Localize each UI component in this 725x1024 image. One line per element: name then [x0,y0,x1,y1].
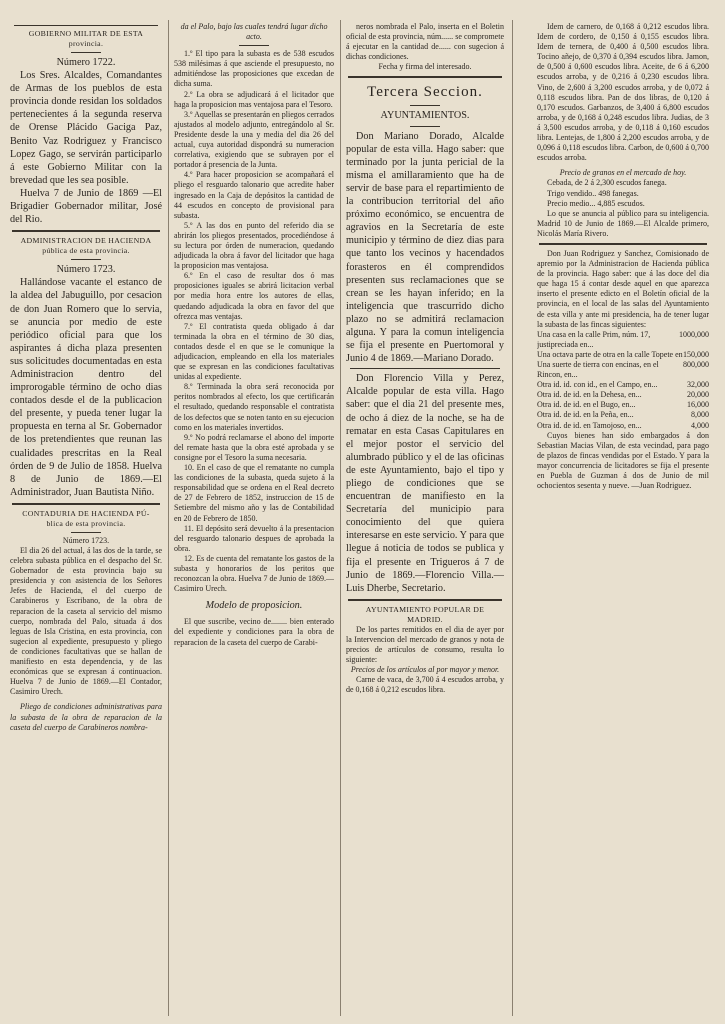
divider [350,368,500,369]
section-subheading: provincia. [68,39,104,48]
column-2 [174,22,334,648]
notice-body: Hallándose vacante el estanco de la aldea del Jabuguillo, por cesacion de don Juan Romero que lo servia, se anuncia por medio de este periódico oficial para que los aspirantes á dicha plaza presenten sus solicitudes documentadas en esta Administracion dentro del improrogable término de ocho dias contados desde el de la publicacion del presente, y pueda tener lugar la propuesta en terna al Sr. Gobernador de los pretendientes que reunan las cualidades prescritas en la Real órden de 9 de Julio de 1858. Huelva 8 de Junio de 1869.—El Administrador, Juan Bautista Niño. [10,277,162,498]
section-heading: ADMINISTRACION DE HACIENDA [20,236,152,246]
notice-number: Número 1722. [56,57,116,68]
property-description: Otra id. de id. en Tamojoso, en... [537,420,642,430]
section-heading: GOBIERNO MILITAR DE ESTA [28,29,144,38]
condition-item: 2.º La obra se adjudicará á el licitador que haga la proposicion mas ventajosa para el Tesoro. [174,89,334,109]
divider [539,243,707,245]
property-description: Una octava parte de otra en la calle Topete en [537,349,683,359]
property-description: Otra id. id. con id., en el Campo, en... [537,380,658,390]
divider [14,25,158,26]
property-value: 4,000 [691,420,709,430]
divider [348,599,502,601]
price-list: Idem de carnero, de 0,168 á 0,212 escudos libra. Idem de cordero, de 0,150 á 0,155 escudos libra. Idem de ternera, de 0,400 á 0,500 escudos libra. Tocino añejo, de 0,370 á 0,394 escudos libra. Jamon, de 0,500 á 0,600 escudos libra. Aceite, de 6 á 6,200 escudos arroba, y de 0,216 á 0,230 escudos libra. Vino, de 2,600 á 3,200 escudos arroba, y de 0,072 á 0,118 escudos libra. Pan de dos libras, de 0,120 á 0,170 escudos. Garbanzos, de 3,400 á 6,800 escudos arroba, y de 0,168 á 0,248 escudos libra. Judias, de 3 á 3,500 escudos arroba, y de 0,118 á 0,160 escudos libra. Lentejas, de 1,800 á 2,200 escudos arroba, y de 0,096 á 0,118 escudos libra. Carbon, de 0,600 á 0,700 escudos arroba. [537,22,709,163]
price-line: Precio medio... 4,885 escudos. [547,198,645,208]
condition-item: 10. En el caso de que el rematante no cumpla las condiciones de la subasta, queda sujeto á la responsabilidad que se ordena en el Real decreto de 27 de Febrero de 1852, instruccion de 15 de Setiembre del mismo año y las de Contabilidad en 20 de Febrero de 1850. [174,463,334,523]
column-rule [512,20,513,1016]
divider [71,259,101,260]
property-list [537,330,709,431]
list-item [537,330,709,350]
list-item [537,360,709,380]
condition-item: 11. El depósito será devuelto á la presentacion del resguardo talonario despues de aprobada la obra. [174,523,334,553]
notice-signature: Lo que se anuncia al público para su inteligencia. Madrid 10 de Junio de 1869.—El Alcalde primero, Nicolás María Rivero. [537,208,709,238]
conditions-heading: Pliego de condiciones administrativas para la subasta de la obra de reparacion de la caseta del cuerpo de Carabineros nombra- [10,702,162,732]
library-watermark [574,910,725,1020]
column-1 [10,22,162,733]
notice-body: Don Juan Rodriguez y Sanchez, Comisionado de apremio por la Administracion de Hacienda pública de la provincia. Hago saber: que á las doce del dia que haga 15 á contar desde aquel en que aparezca inserto el presente edicto en el Boletín oficial de la provincia, en el local de las salas del Ayuntamiento de esta villa y ante mi presidencia, ha de tener lugar la subasta de las fincas siguientes: [537,248,709,329]
divider [12,503,160,505]
divider [410,126,440,127]
section-subheading: pública de esta provincia. [42,246,130,256]
divider [12,230,160,232]
condition-item: 7.º El contratista queda obligado á dar terminada la obra en el término de 30 dias, contados desde el en que se le comunique la adjudicacion, empleando en ella los materiales que se expresan en las condiciones facultativas unidas al expediente. [174,321,334,382]
notice-body: Don Mariano Dorado, Alcalde popular de esta villa. Hago saber: que terminado por la junta pericial de la misma el amillaramiento que ha de servir de base para el repartimiento de la contribucion territorial del año próximo económico, se encuentra de agravios en la Secretaría de este municipio y término de diez dias para que tanto los vecinos y hacendados forasteros en él comprendidos presenten sus reclamaciones que se crean se les hayan inferido; en la inteligencia que trascurrido dicho plazo no se admitirá reclamacion alguna. Y para la comun inteligencia se fija el presente en Puertomoral y Junio 4 de 1869.—Mariano Dorado. [346,130,504,365]
notice-number: Número 1723. [62,535,110,545]
grain-prices-heading: Precio de granos en el mercado de hoy. [559,168,687,178]
section-heading: AYUNTAMIENTO POPULAR DE [365,604,485,614]
list-item [537,421,709,431]
column-rule [340,20,341,1016]
property-value: 20,000 [687,390,709,400]
notice-body: Don Florencio Villa y Perez, Alcalde popular de esta villa. Hago saber: que el dia 21 del presente mes, de ocho á diez de la noche, se ha de rematar en esta Casas Capitulares en el mejor postor el servicio del alumbrado público y el de las oficinas de este Ayuntamiento, bajo el tipo y pliego de condiciones que se encuentran de manifiesto en la Secretaría del municipio para conocimiento del que quiera interesarse en este servicio. Y para que llegue á noticia de todos se publica y fija el presente en Trigueros á 7 de Junio de 1869.—Florencio Villa.—Luis Dherbe, Secretario. [346,373,504,594]
notice-signature: Huelva 7 de Junio de 1869 —El Brigadier Gobernador militar, José del Rio. [10,187,162,226]
list-item [537,380,709,390]
property-description: Otra id. de id. en el Bugo, en... [537,400,636,410]
notice-number: Número 1723. [56,264,116,276]
property-value: 1000,000 [679,329,709,339]
price-line: Cebada, de 2 á 2,300 escudos fanega. [547,178,667,188]
divider [71,52,101,53]
list-item [537,410,709,420]
notice-body: El dia 26 del actual, á las dos de la tarde, se celebra subasta pública en el despacho del Sr. Gobernador de esta provincia bajo su presidencia y con asistencia de los Señores Jefes de Hacienda, el del cuerpo de Carabineros y Escribano, de la obra de reparacion de la caseta al servicio del mismo cuerpo, nombrada del Palo, situada á dos leguas de Isla Cristina, en esta provincia, con sugecion al expediente, presupuesto y pliego de condiciones facultativas que se hallan de manifiesto en esta dependencia, y de las económicas que se expresan á continuacion. Huelva 7 de Junio de 1869.—El Contador, Casimiro Urech. [10,546,162,697]
condition-item: 1.º El tipo para la subasta es de 538 escudos 538 milésimas á que asciende el presupuesto, no admitiéndose las proposiciones que excedan de dicha suma. [174,49,334,89]
column-4 [537,22,709,491]
property-value: 150,000 [683,349,709,359]
divider [239,45,269,46]
condition-item: 6.º En el caso de resultar dos ó mas proposiciones iguales se abrirá licitacion verbal por media hora entre los autores de ellas, quedando adjudicada la obra en favor del que ofrezca mas ventajas. [174,271,334,321]
date-signature-line: Fecha y firma del interesado. [378,62,472,72]
model-body: El que suscribe, vecino de........ bien enterado del expediente y condiciones para la obra de reparacion de la caseta del cuerpo de Carabi- [174,617,334,647]
condition-item: 8.º Terminada la obra será reconocida por peritos nombrados al efecto, los que certificarán el resultado, quedando responsable el contratista de los defectos que se noten tanto en su ejecucion como en los materiales invertidos. [174,382,334,432]
divider [348,76,502,78]
divider [410,105,440,106]
property-description: Una casa en la calle Prim, núm. 17, justipreciada en... [537,329,651,349]
property-description: Una suerte de tierra con encinas, en el Rincon, en... [537,360,659,380]
list-item [537,390,709,400]
condition-item: 3.º Aquellas se presentarán en pliegos cerrados ajustados al modelo adjunto, entregándolo al Sr. Presidente desde la una y media del dia 26 del actual, cuya autoridad dispondrá su numeracion correlativa, exigiendo que se subrayen por el portador á presencia de la Junta. [174,109,334,170]
condition-item: 12. Es de cuenta del rematante los gastos de la subasta y honorarios de los peritos que reconozcan la obra. Huelva 7 de Junio de 1869.—Casimiro Urech. [174,553,334,594]
property-description: Otra id. de id. en la Peña, en... [537,410,634,420]
model-heading: Modelo de proposicion. [205,600,303,612]
divider [71,532,101,533]
price-line: Carne de vaca, de 3,700 á 4 escudos arroba, y de 0,168 á 0,212 escudos libra. [346,675,504,695]
column-3 [346,22,504,696]
condition-item: 4.º Para hacer proposicion se acompañará el pliego el resguardo talonario que acredite haber ingresado en la Caja de depósitos la cantidad de 44 escudos en concepto de provisional para subasta. [174,170,334,220]
price-line: Trigo vendido.. 498 fanegas. [547,188,639,198]
notice-body: Los Sres. Alcaldes, Comandantes de Armas de los pueblos de esta provincia donde residan los soldados pertenecientes á la segunda reserva de Orense Plácido Gaciga Paz, Benito Vaz Rodriguez y Francisco Lopez Gago, se servirán participarlo á este Gobierno Militar con la brevedad que les sea posible. [10,70,162,186]
prices-heading: Precios de los artículos al por mayor y menor. [350,665,500,675]
property-value: 8,000 [691,410,709,420]
section-subheading: blica de esta provincia. [46,518,126,528]
property-value: 16,000 [687,400,709,410]
conditions-intro: da el Palo, bajo las cuales tendrá lugar dicho acto. [180,22,328,42]
notice-body: Cuyos bienes han sido embargados á don Sebastian Macias Vilan, de esta vecindad, para pago de plazos de fincas vendidas por el Estado. Y para la mayor concurrencia de licitadores se fija el presente en Puebla de Guzman á dos de Junio de mil ochocientos sesenta y nueve. —Juan Rodriguez. [537,430,709,491]
property-description: Otra id. de id. en la Dehesa, en... [537,390,642,400]
model-continuation: neros nombrada el Palo, inserta en el Boletin oficial de esta provincia, núm...... se compromete á ejecutar en la cantidad de...... con sugecion á dichas condiciones. [346,22,504,62]
section-heading: CONTADURIA DE HACIENDA PÚ- [22,508,150,518]
property-value: 32,000 [687,380,709,390]
section-subheading: MADRID. [407,614,443,624]
list-item [537,400,709,410]
property-value: 800,000 [683,360,709,369]
condition-item: 9.º No podrá reclamarse el abono del importe del remate hasta que la obra esté aprobada y se consigne por el Tesoro la suma necesaria. [174,432,334,462]
section-title: Tercera Seccion. [367,84,483,101]
condition-item: 5.º A las dos en punto del referido dia se abrirán los pliegos presentados, procediéndose á su lectura por órden de numeracion, quedando adjudicada la obra á favor del licitador que haga la proposicion mas ventajosa. [174,220,334,271]
list-item [537,350,709,360]
section-subtitle: AYUNTAMIENTOS. [380,110,470,122]
column-rule [168,20,169,1016]
notice-body: De los partes remitidos en el dia de ayer por la Intervencion del mercado de granos y nota de precios de artículos de consumo, resulta lo siguiente: [346,624,504,665]
